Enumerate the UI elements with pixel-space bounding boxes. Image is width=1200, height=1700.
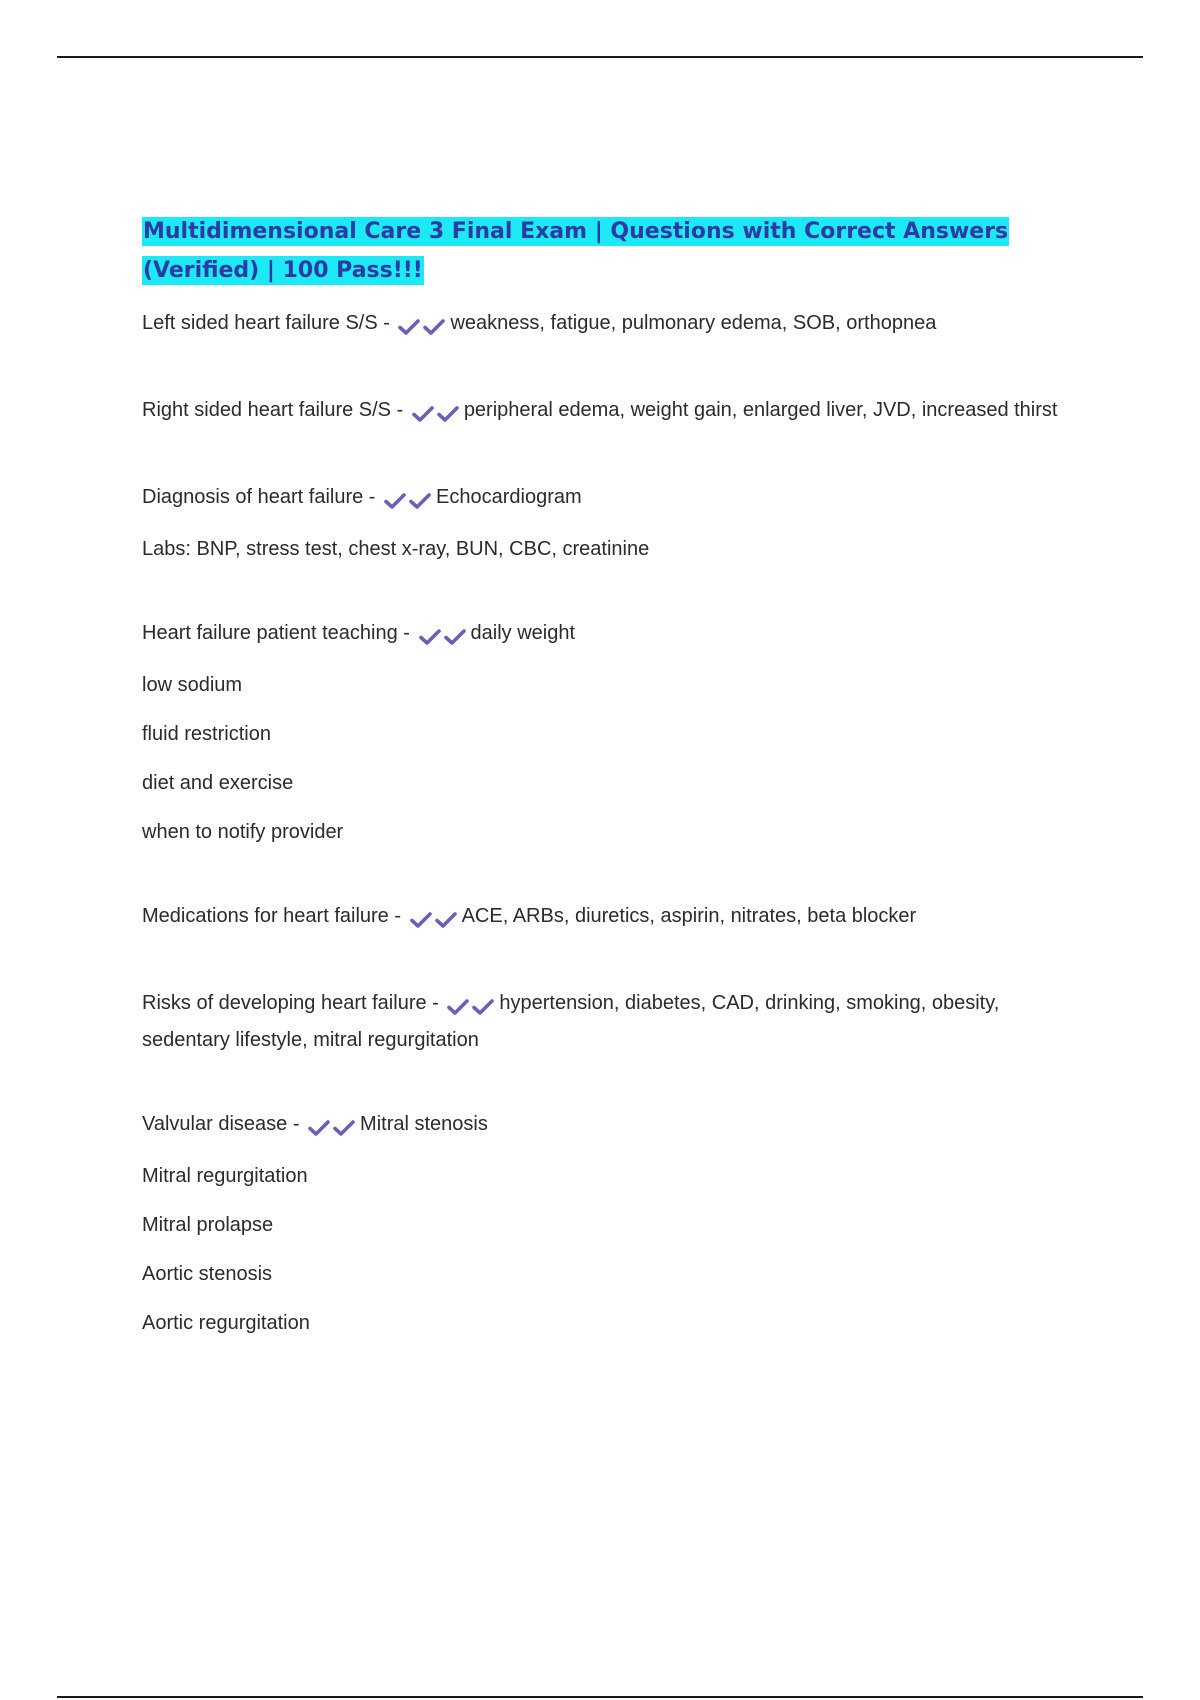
separator: -: [388, 905, 407, 927]
answer-continuation: when to notify provider: [142, 821, 344, 843]
double-check-icon: [412, 396, 462, 430]
answer-text: ACE, ARBs, diuretics, aspirin, nitrates, beta blocker: [461, 905, 917, 927]
answer-continuation: Mitral regurgitation: [142, 1165, 308, 1187]
double-check-icon: [398, 309, 448, 343]
document-title-text: Multidimensional Care 3 Final Exam | Questions with Correct Answers (Verified) | 100 Pass!!!: [143, 219, 1009, 283]
qa-line: [142, 899, 1072, 936]
qa-line: [142, 306, 1072, 343]
qa-entry: [142, 616, 1072, 849]
qa-line: [142, 393, 1072, 430]
separator: -: [426, 992, 445, 1014]
double-check-icon: [447, 989, 497, 1023]
separator: -: [397, 622, 416, 644]
document-content: [142, 212, 1072, 1390]
qa-line: [142, 480, 1072, 517]
qa-entry: [142, 986, 1072, 1057]
answer-continuation: diet and exercise: [142, 772, 294, 794]
question-text: Heart failure patient teaching: [142, 622, 398, 644]
answer-text: Echocardiogram: [436, 486, 582, 508]
double-check-icon: [410, 902, 460, 936]
check-icon: [410, 911, 432, 929]
document-title: [142, 212, 1072, 290]
answer-text: peripheral edema, weight gain, enlarged liver, JVD, increased thirst: [463, 399, 1058, 421]
double-check-icon: [384, 483, 434, 517]
qa-line: [142, 986, 1072, 1057]
top-rule: [57, 56, 1143, 58]
answer-continuation: low sodium: [142, 674, 243, 696]
bottom-rule: [57, 1696, 1143, 1698]
check-icon: [308, 1119, 330, 1137]
answer-continuation: Aortic stenosis: [142, 1263, 273, 1285]
answer-continuation: fluid restriction: [142, 723, 271, 745]
question-text: Valvular disease: [142, 1113, 288, 1135]
question-text: Left sided heart failure S/S: [142, 312, 378, 334]
answer-continuation: Labs: BNP, stress test, chest x-ray, BUN, CBC, creatinine: [142, 538, 650, 560]
separator: -: [363, 486, 382, 508]
question-text: Diagnosis of heart failure: [142, 486, 364, 508]
answer-text: hypertension, diabetes, CAD, drinking, smoking, obesity, sedentary lifestyle, mitral regurgitation: [142, 992, 1000, 1051]
check-icon: [398, 318, 420, 336]
qa-entry: [142, 1107, 1072, 1340]
qa-entry: [142, 393, 1072, 430]
separator: -: [287, 1113, 306, 1135]
answer-text: weakness, fatigue, pulmonary edema, SOB, orthopnea: [450, 312, 937, 334]
check-icon: [409, 492, 431, 510]
separator: -: [391, 399, 409, 421]
check-icon: [435, 911, 457, 929]
qa-line: [142, 1107, 1072, 1144]
check-icon: [412, 405, 434, 423]
check-icon: [472, 998, 494, 1016]
check-icon: [333, 1119, 355, 1137]
qa-line: [142, 616, 1072, 653]
answer-continuation: Aortic regurgitation: [142, 1312, 310, 1334]
answer-text: daily weight: [470, 622, 576, 644]
qa-entry: [142, 480, 1072, 566]
answer-continuation: Mitral prolapse: [142, 1214, 274, 1236]
check-icon: [384, 492, 406, 510]
question-text: Right sided heart failure S/S: [142, 399, 392, 421]
check-icon: [444, 628, 466, 646]
separator: -: [377, 312, 396, 334]
double-check-icon: [419, 619, 469, 653]
double-check-icon: [308, 1110, 358, 1144]
check-icon: [419, 628, 441, 646]
check-icon: [437, 405, 459, 423]
question-text: Medications for heart failure: [142, 905, 389, 927]
qa-entry: [142, 899, 1072, 936]
question-text: Risks of developing heart failure: [142, 992, 427, 1014]
qa-list: [142, 306, 1072, 1340]
qa-entry: [142, 306, 1072, 343]
check-icon: [423, 318, 445, 336]
check-icon: [447, 998, 469, 1016]
answer-text: Mitral stenosis: [360, 1113, 488, 1135]
